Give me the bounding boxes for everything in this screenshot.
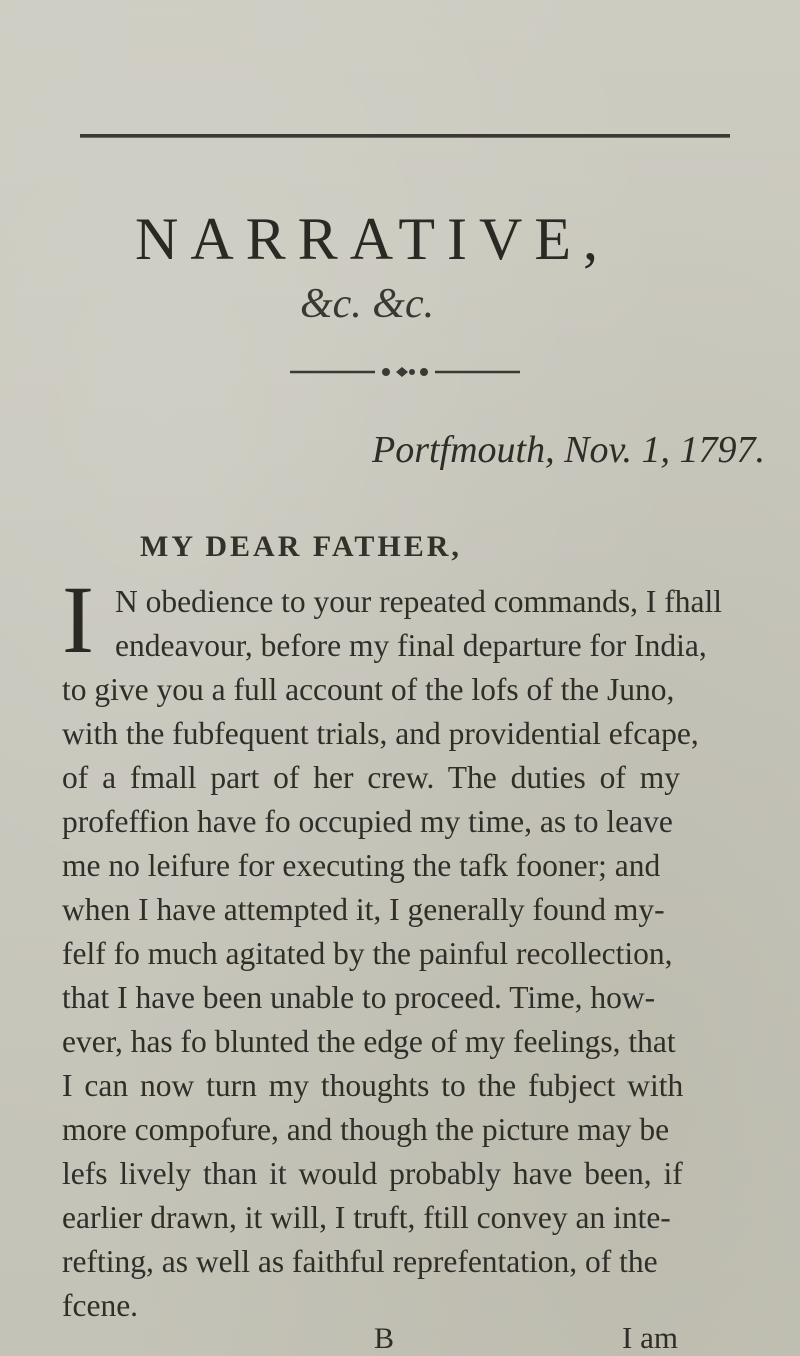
body-line: I can now turn my thoughts to the fubject with (62, 1068, 684, 1103)
body-line: me no leifure for executing the tafk fooner; and (62, 848, 661, 883)
body-line: ever, has fo blunted the edge of my feelings, that (62, 1024, 676, 1059)
place-date: Portfmouth, Nov. 1, 1797. (372, 429, 766, 471)
body-line: refting, as well as faithful reprefentation, of the (62, 1244, 658, 1279)
body-line: with the fubfequent trials, and providential efcape, (62, 716, 699, 751)
body-line: N obedience to your repeated commands, I fhall (115, 584, 723, 619)
catchword: I am (622, 1320, 678, 1355)
signature-mark: B (374, 1322, 395, 1355)
body-line: felf fo much agitated by the painful recollection, (62, 936, 673, 971)
page-subtitle: &c. &c. (300, 281, 435, 327)
page-title: NARRATIVE, (135, 206, 610, 272)
body-line: earlier drawn, it will, I truft, ftill convey an inte- (62, 1200, 671, 1235)
drop-cap: I (62, 566, 94, 673)
body-line: lefs lively than it would probably have been, if (62, 1156, 683, 1191)
body-line: of a fmall part of her crew. The duties of my (62, 760, 681, 795)
salutation: MY DEAR FATHER, (140, 530, 462, 563)
body-line: when I have attempted it, I generally found my- (62, 892, 665, 927)
ornament-divider (290, 364, 520, 380)
body-line: more compofure, and though the picture may be (62, 1112, 670, 1147)
body-line: to give you a full account of the lofs of the Juno, (62, 672, 675, 707)
body-line: profeffion have fo occupied my time, as to leave (62, 804, 673, 839)
body-line: endeavour, before my final departure for India, (115, 628, 707, 663)
body-line: fcene. (62, 1288, 139, 1323)
header-rule (80, 134, 730, 138)
body-line: that I have been unable to proceed. Time, how- (62, 980, 656, 1015)
